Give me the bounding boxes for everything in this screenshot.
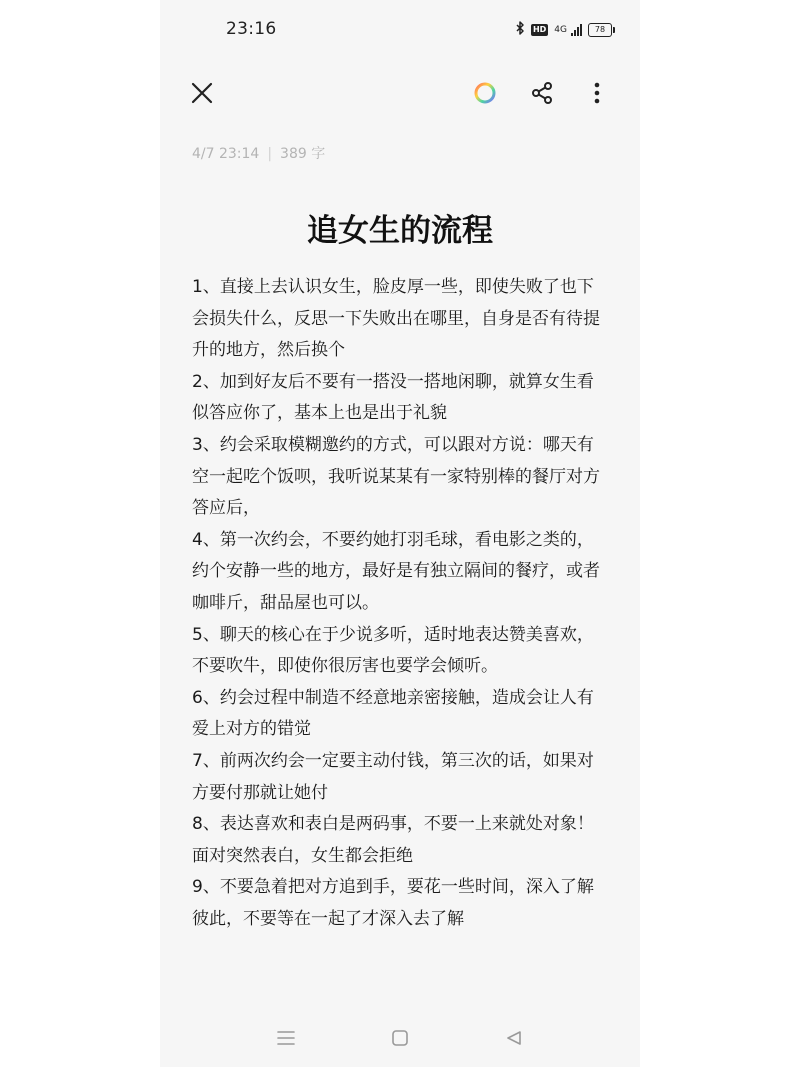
status-time: 23:16 xyxy=(226,19,277,39)
share-button[interactable] xyxy=(522,70,562,120)
note-paragraph: 1、直接上去认识女生，脸皮厚一些，即使失败了也下 会损失什么，反思一下失败出在哪里，自身是否有待提 升的地方，然后换个 xyxy=(192,277,600,361)
network-type-label: 4G xyxy=(554,25,567,35)
more-options-button[interactable] xyxy=(577,70,617,120)
system-nav-bar xyxy=(160,1020,640,1060)
close-button[interactable] xyxy=(182,70,222,120)
note-paragraph: 6、约会过程中制造不经意地亲密接触，造成会让人有 爱上对方的错觉 xyxy=(192,687,594,740)
signal-icon xyxy=(571,24,582,36)
recent-apps-button[interactable] xyxy=(266,1020,306,1060)
home-square-icon xyxy=(392,1030,408,1050)
note-meta xyxy=(192,143,325,163)
more-vertical-icon xyxy=(593,81,601,109)
status-bar xyxy=(160,0,640,60)
close-icon xyxy=(191,82,213,108)
theme-color-button[interactable] xyxy=(465,70,505,120)
note-paragraph: 9、不要急着把对方追到手，要花一些时间，深入了解 彼此，不要等在一起了才深入去了解 xyxy=(192,877,594,929)
note-body[interactable] xyxy=(192,272,612,935)
note-date: 4/7 23:14 xyxy=(192,146,260,162)
back-triangle-icon xyxy=(506,1030,522,1050)
color-ring-icon xyxy=(473,81,497,109)
note-paragraph: 3、约会采取模糊邀约的方式，可以跟对方说：哪天有 空一起吃个饭呗，我听说某某有一家特别棒的餐厅对方 答应后， xyxy=(192,434,600,519)
note-paragraph: 4、第一次约会，不要约她打羽毛球，看电影之类的， 约个安静一些的地方，最好是有独立隔间的餐疗，或者 咖啡斤，甜品屋也可以。 xyxy=(192,529,600,613)
battery-icon: 78 xyxy=(588,23,612,37)
home-button[interactable] xyxy=(380,1020,420,1060)
hd-badge: HD xyxy=(532,25,547,34)
phone-screen xyxy=(160,0,640,1067)
note-paragraph: 8、表达喜欢和表白是两码事，不要一上来就处对象！ 面对突然表白，女生都会拒绝 xyxy=(192,814,594,866)
note-paragraph: 5、聊天的核心在于少说多听，适时地表达赞美喜欢， 不要吹牛，即使你很厉害也要学会倾听。 xyxy=(192,624,594,677)
note-paragraph: 2、加到好友后不要有一搭没一搭地闲聊，就算女生看 似答应你了，基本上也是出于礼貌 xyxy=(192,371,594,424)
bluetooth-icon xyxy=(516,21,525,39)
share-icon xyxy=(530,81,554,109)
status-icons xyxy=(516,20,612,40)
note-toolbar xyxy=(160,70,640,120)
word-count: 389 字 xyxy=(280,146,326,162)
back-button[interactable] xyxy=(494,1020,534,1060)
meta-separator: | xyxy=(267,146,273,162)
menu-icon xyxy=(277,1030,295,1050)
note-title[interactable]: 追女生的流程 xyxy=(307,213,493,249)
note-paragraph: 7、前两次约会一定要主动付钱，第三次的话，如果对 方要付那就让她付 xyxy=(192,750,594,803)
